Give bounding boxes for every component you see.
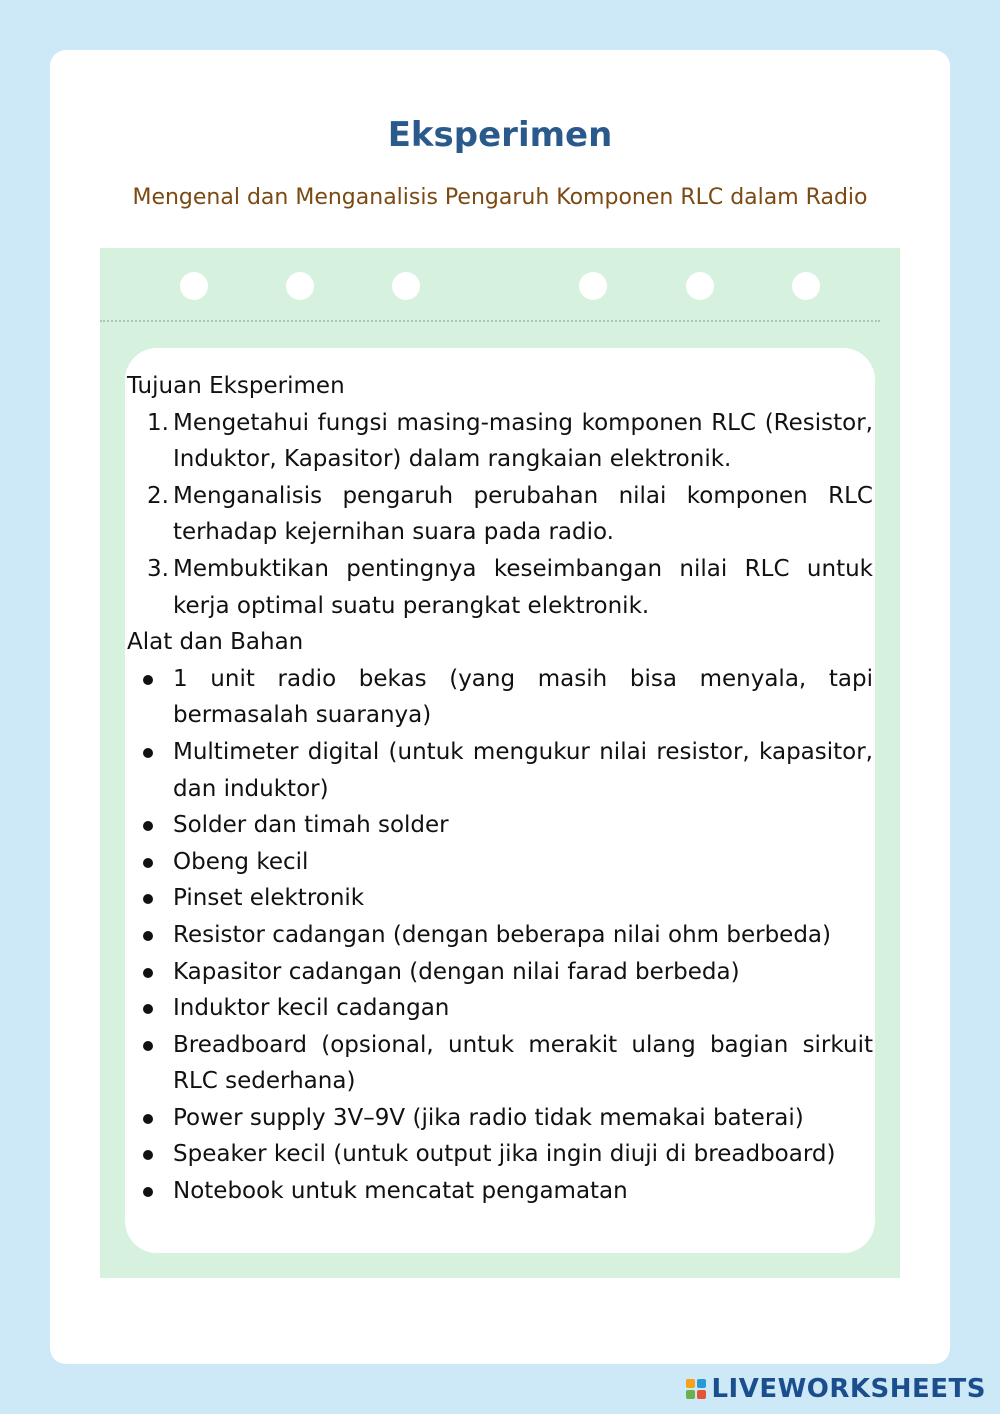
binder-hole-icon [392,272,420,300]
material-text: 1 unit radio bekas (yang masih bisa menyala, tapi bermasalah suaranya) [173,665,873,729]
material-item [127,880,873,917]
material-item [127,917,873,954]
material-text: Pinset elektronik [173,885,365,912]
bullet-icon [143,894,153,904]
bullet-icon [143,1187,153,1197]
brand-name: LIVEWORKSHEETS [711,1374,986,1404]
material-text: Speaker kecil (untuk output jika ingin diuji di breadboard) [173,1141,836,1168]
materials-list [127,661,873,1210]
material-text: Multimeter digital (untuk mengukur nilai resistor, kapasitor, dan induktor) [173,738,873,802]
material-item [127,1173,873,1210]
objective-item [127,551,873,624]
objective-text: Mengetahui fungsi masing-masing komponen RLC (Resistor, Induktor, Kapasitor) dalam rangkaian elektronik. [173,409,873,473]
objectives-list [127,405,873,625]
objective-number: 3. [147,555,169,582]
material-item [127,1027,873,1100]
objective-number: 1. [147,409,169,436]
material-text: Solder dan timah solder [173,812,449,839]
material-item [127,990,873,1027]
binder-hole-icon [180,272,208,300]
bullet-icon [143,1114,153,1124]
page-title: Eksperimen [387,115,613,155]
bullet-icon [143,675,153,685]
material-item [127,844,873,881]
material-text: Power supply 3V–9V (jika radio tidak memakai baterai) [173,1104,804,1131]
material-text: Resistor cadangan (dengan beberapa nilai ohm berbeda) [173,921,831,948]
objective-text: Menganalisis pengaruh perubahan nilai komponen RLC terhadap kejernihan suara pada radio. [173,482,873,546]
bullet-icon [143,931,153,941]
bullet-icon [143,968,153,978]
objectives-heading: Tujuan Eksperimen [127,373,345,399]
liveworksheets-brand [686,1372,986,1406]
material-item [127,1100,873,1137]
bullet-icon [143,1004,153,1014]
objective-text: Membuktikan pentingnya keseimbangan nilai RLC untuk kerja optimal suatu perangkat elektronik. [173,555,873,619]
bullet-icon [143,1041,153,1051]
material-item [127,661,873,734]
bullet-icon [143,858,153,868]
binder-hole-icon [686,272,714,300]
material-item [127,1136,873,1173]
material-text: Induktor kecil cadangan [173,995,450,1022]
binder-hole-icon [579,272,607,300]
material-text: Obeng kecil [173,848,309,875]
bullet-icon [143,1150,153,1160]
bullet-icon [143,821,153,831]
material-text: Kapasitor cadangan (dengan nilai farad berbeda) [173,958,740,985]
worksheet-content [127,368,873,1210]
page-subtitle: Mengenal dan Menganalisis Pengaruh Komponen RLC dalam Radio [132,185,868,210]
objective-item [127,405,873,478]
binder-hole-icon [286,272,314,300]
dotted-divider [100,320,880,322]
liveworksheets-logo-icon [686,1379,706,1399]
material-text: Breadboard (opsional, untuk merakit ulang bagian sirkuit RLC sederhana) [173,1031,873,1095]
materials-heading: Alat dan Bahan [127,629,304,656]
bullet-icon [143,748,153,758]
material-item [127,734,873,807]
material-item [127,807,873,844]
material-text: Notebook untuk mencatat pengamatan [173,1178,628,1205]
material-item [127,954,873,991]
objective-number: 2. [147,482,169,509]
objective-item [127,478,873,551]
binder-hole-icon [792,272,820,300]
